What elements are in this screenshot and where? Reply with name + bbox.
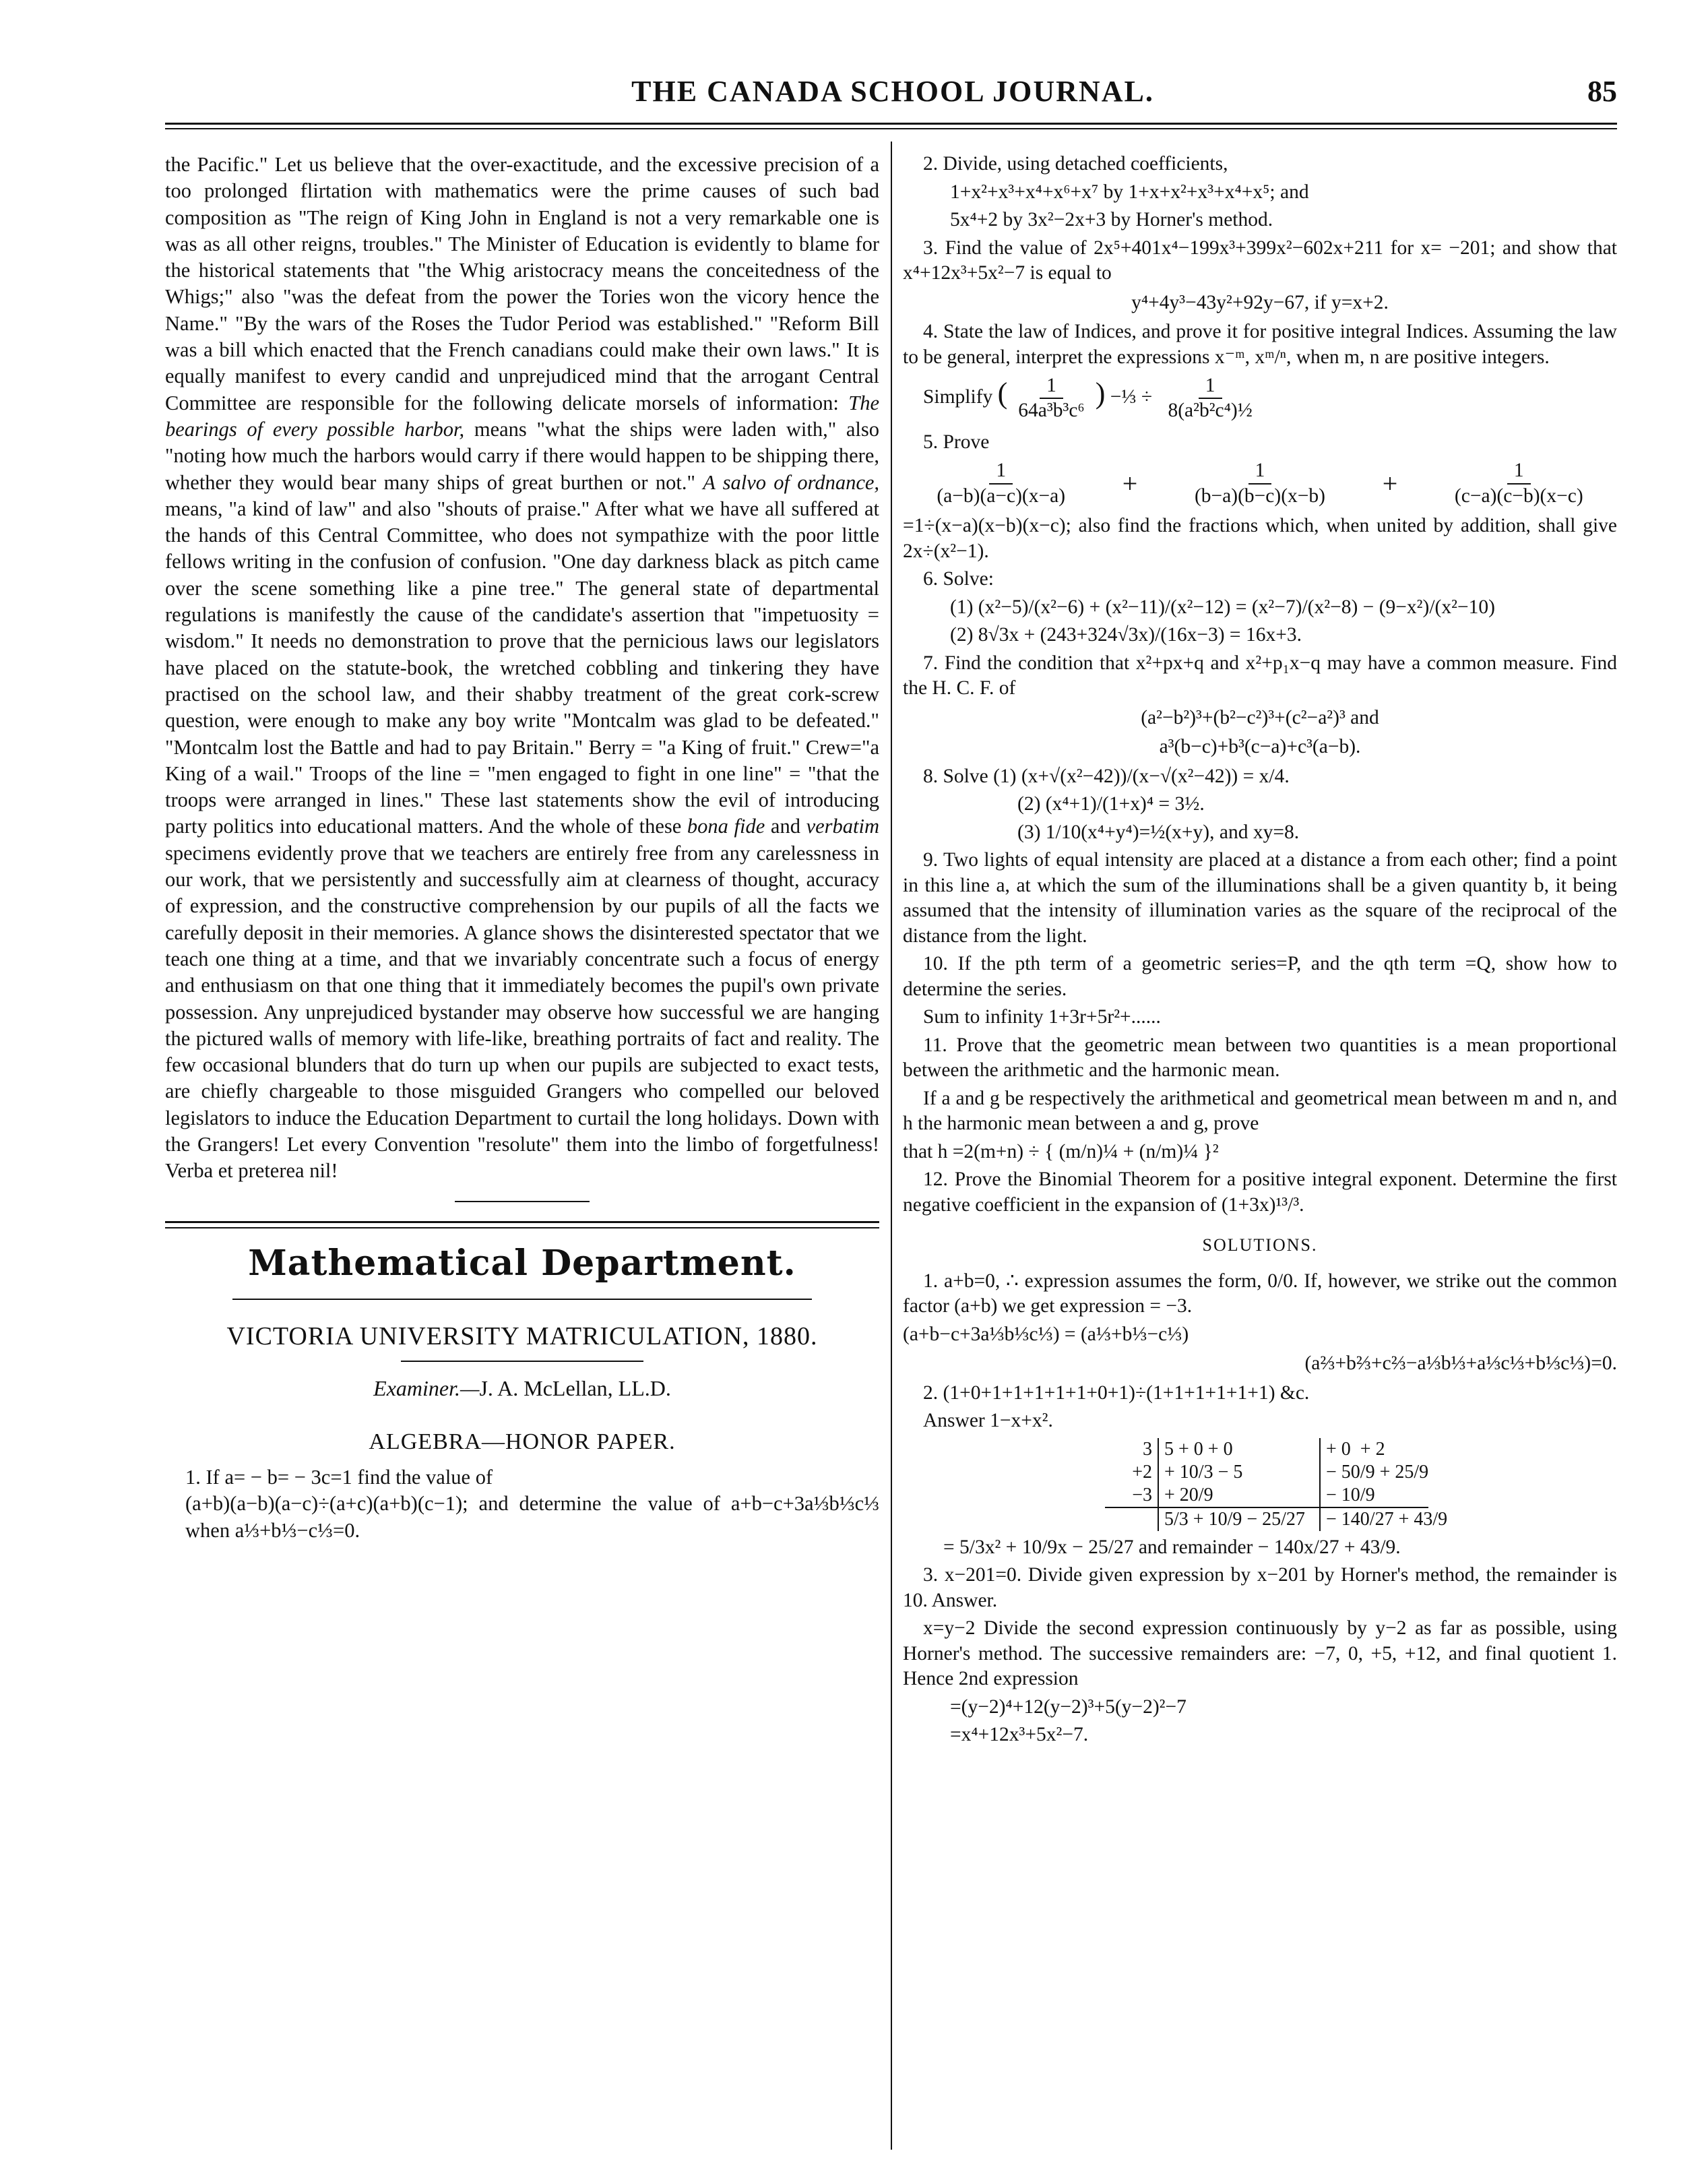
denominator: 64a³b³c⁶ bbox=[1018, 400, 1085, 422]
header-rule-thin bbox=[165, 128, 1617, 129]
solution-2-result: = 5/3x² + 10/9x − 25/27 and remainder − 140x/27 + 43/9. bbox=[943, 1536, 1401, 1558]
department-rule-thin bbox=[165, 1227, 879, 1228]
left-column bbox=[165, 152, 879, 1544]
question-6: 6. Solve: bbox=[923, 568, 994, 590]
paper-title: ALGEBRA—HONOR PAPER. bbox=[369, 1429, 676, 1454]
horner-cell: + 20/9 bbox=[1159, 1484, 1321, 1507]
question-3: 3. Find the value of 2x⁵+401x⁴−199x³+399x²−602x+211 for x= −201; and show that x⁴+12x³+5x²−7 is equal to bbox=[903, 237, 1617, 284]
italic-term: bona fide bbox=[687, 815, 765, 838]
question-2-expression: 1+x²+x³+x⁴+x⁶+x⁷ by 1+x+x²+x³+x⁴+x⁵; and bbox=[950, 181, 1309, 203]
question-7: 7. Find the condition that x²+px+q and x²+p₁x−q may have a common measure. Find the H. C. F. of bbox=[903, 652, 1617, 699]
article-paragraph bbox=[165, 152, 879, 1185]
horner-cell: +2 bbox=[1105, 1461, 1159, 1484]
horner-cell: − 50/9 + 25/9 bbox=[1326, 1461, 1429, 1483]
horner-cell: 5/3 + 10/9 − 25/27 bbox=[1159, 1507, 1321, 1531]
question-8-part-2: (2) (x⁴+1)/(1+x)⁴ = 3½. bbox=[1017, 793, 1205, 815]
numerator: 1 bbox=[1199, 374, 1222, 399]
horner-cell: −3 bbox=[1105, 1484, 1159, 1507]
journal-title: THE CANADA SCHOOL JOURNAL. bbox=[631, 75, 1154, 108]
question-8: 8. Solve (1) (x+√(x²−42))/(x−√(x²−42)) = x/4. bbox=[923, 765, 1290, 787]
solution-1-expression: (a⅔+b⅔+c⅔−a⅓b⅓+a⅓c⅓+b⅓c⅓)=0. bbox=[1304, 1352, 1617, 1375]
question-10: 10. If the pth term of a geometric series=P, and the qth term =Q, show how to determine the series. bbox=[903, 953, 1617, 1000]
header-rule bbox=[165, 123, 1617, 125]
denominator: (b−a)(b−c)(x−b) bbox=[1194, 485, 1326, 507]
solution-2: 2. (1+0+1+1+1+1+1+0+1)÷(1+1+1+1+1+1) &c. bbox=[923, 1381, 1310, 1404]
denominator: 8(a²b²c⁴)½ bbox=[1168, 400, 1253, 422]
plus-sign: + bbox=[1382, 468, 1398, 499]
question-8-part-3: (3) 1/10(x⁴+y⁴)=½(x+y), and xy=8. bbox=[1017, 821, 1300, 843]
question-text: (a+b)(a−b)(a−c)÷(a+c)(a+b)(c−1); and determine the value of a+b−c+3a⅓b⅓c⅓ when a⅓+b⅓−c⅓=0. bbox=[185, 1492, 879, 1542]
horner-cell: + 0 + 2 bbox=[1326, 1438, 1385, 1460]
numerator: 1 bbox=[1507, 459, 1531, 484]
column-divider bbox=[891, 142, 892, 2150]
department-rule bbox=[165, 1221, 879, 1223]
examiner-label: Examiner.— bbox=[373, 1375, 480, 1400]
paren-close: ) bbox=[1095, 377, 1106, 410]
simplify-label: Simplify bbox=[923, 386, 993, 408]
solution-3: 3. x−201=0. Divide given expression by x−201 by Horner's method, the remainder is 10. Answer. bbox=[903, 1564, 1617, 1611]
italic-term: A salvo of ordnance, bbox=[703, 470, 880, 494]
paragraph-text: means, "a kind of law" and also "shouts of praise." After what we have all suffered at the hands of this Central Committee, who does not sympathize with the poor little fellows writing in the confusion of confusion. "One day darkness black as pitch came over the scene something like a pine tree." The general state of departmental regulations is manifestly the cause of the candidate's assertion that "impetuosity = wisdom." It needs no demonstration to prove that the pernicious laws our legislators have placed on the statute-book, the wretched cobbling and tinkering they have practised on the school law, and their shabby treatment of the great cork-screw question, were enough to make any boy write "Montcalm was glad to be defeated." "Montcalm lost the Battle and had to pay Britain." Berry = "a King of fruit." Crew="a King of a wail." Troops of the line = "men engaged to fight in one line" = "that the troops were arranged in lines." These last statements show the evil of introducing party politics into educational matters. And the whole of these bbox=[165, 497, 879, 838]
question-5: 5. Prove bbox=[923, 431, 990, 453]
question-11-continued: If a and g be respectively the arithmetical and geometrical mean between m and n, and h the harmonic mean between a and g, prove bbox=[903, 1087, 1617, 1135]
question-7-expression: (a²−b²)³+(b²−c²)³+(c²−a²)³ and bbox=[1141, 706, 1379, 728]
question-10-sum: Sum to infinity 1+3r+5r²+...... bbox=[923, 1006, 1161, 1028]
plus-sign: + bbox=[1122, 468, 1138, 499]
exponent: −⅓ ÷ bbox=[1110, 386, 1153, 408]
italic-term: The bearings of every possible harbor, bbox=[165, 391, 879, 441]
question-5-fractions bbox=[903, 459, 1617, 508]
exam-rule bbox=[401, 1361, 643, 1362]
paren-open: ( bbox=[997, 377, 1008, 410]
fraction bbox=[1188, 459, 1332, 508]
horner-division-table bbox=[1105, 1438, 1617, 1531]
question-7-expression: a³(b−c)+b³(c−a)+c³(a−b). bbox=[1159, 736, 1361, 758]
page-number: 85 bbox=[1587, 75, 1617, 108]
question-4: 4. State the law of Indices, and prove it for positive integral Indices. Assuming the law to be general, interpret the expressions x⁻ᵐ, xᵐ/ⁿ, when m, n are positive integers. bbox=[903, 321, 1617, 368]
paragraph-text: and bbox=[770, 815, 800, 838]
department-title: Mathematical Department. bbox=[248, 1242, 796, 1284]
examiner-name: J. A. McLellan, LL.D. bbox=[479, 1375, 671, 1400]
question-1 bbox=[165, 1464, 879, 1491]
question-2: 2. Divide, using detached coefficients, bbox=[923, 153, 1228, 175]
horner-cell: 3 bbox=[1105, 1438, 1159, 1461]
department-title-rule bbox=[232, 1299, 812, 1300]
horner-cell: 5 + 0 + 0 bbox=[1159, 1438, 1321, 1461]
question-6-part-2: (2) 8√3x + (243+324√3x)/(16x−3) = 16x+3. bbox=[950, 624, 1302, 646]
paragraph-text: the Pacific." Let us believe that the over-exactitude, and the excessive precision of a too prolonged flirtation with mathematics were the prime causes of such bad composition as "The reign of King John in England is not a very remarkable one is was as all other reigns, troubles." The Minister of Education is evidently to blame for the historical statements that "the Whig aristocracy means the conceitedness of the Whigs;" also "was the defeat from the power the Tories won the vicory hence the Name." "By the wars of the Roses the Tudor Period was established." "Reform Bill was a bill which enacted that the French canadians could make their own laws." It is equally manifest to every candid and unprejudiced mind that the arrogant Central Committee are responsible for the following delicate morsels of information: bbox=[165, 153, 879, 414]
solution-3-continued: x=y−2 Divide the second expression continuously by y−2 as far as possible, using Horner's method. The successive remainders are: −7, 0, +5, +12, and final quotient 1. Hence 2nd expression bbox=[903, 1617, 1617, 1690]
examiner-line bbox=[165, 1375, 879, 1402]
denominator: (c−a)(c−b)(x−c) bbox=[1454, 485, 1583, 507]
solution-3-expression: =x⁴+12x³+5x²−7. bbox=[950, 1724, 1089, 1746]
fraction bbox=[1161, 374, 1259, 423]
solutions-title: SOLUTIONS. bbox=[1202, 1235, 1318, 1255]
horner-cell: − 140/27 + 43/9 bbox=[1321, 1507, 1428, 1531]
paragraph-text: means "what the ships were laden with," also "noting how much the harbors would carry if there would happen to be shipping there, whether they would bear many ships of great burthen or not." bbox=[165, 417, 880, 494]
fraction bbox=[1011, 374, 1091, 423]
question-4-simplify bbox=[903, 374, 1617, 423]
section-separator bbox=[455, 1201, 590, 1202]
question-3-expression: y⁴+4y³−43y²+92y−67, if y=x+2. bbox=[1131, 291, 1389, 313]
solution-1-expression: (a+b−c+3a⅓b⅓c⅓) = (a⅓+b⅓−c⅓) bbox=[903, 1323, 1189, 1345]
paragraph-text: specimens evidently prove that we teachers are entirely free from any carelessness in our work, that we persistently and successfully aim at clearness of thought, accuracy of expression, and the constructive comprehension by our pupils of all the facts we carefully deposit in their memories. A glance shows the disinterested spectator that we teach one thing at a time, and that we invariably concentrate such a focus of energy and enthusiasm on that one thing that it immediately becomes the pupil's own private possession. Any unprejudiced bystander may observe how successful we are hanging the pictured walls of memory with life-like, breathing portraits of fact and reality. The few occasional blunders that do turn up when our pupils are subjected to exact tests, are chiefly chargeable to those misguided Grangers who compelled our beloved legislators to induce the Education Department to curtail the long holidays. Down with the Grangers! Let every Convention "resolute" them into the limbo of forgetfulness! Verba et preterea nil! bbox=[165, 841, 879, 1183]
italic-term: verbatim bbox=[806, 815, 880, 838]
question-11-expression: that h =2(m+n) ÷ { (m/n)¼ + (n/m)¼ }² bbox=[903, 1140, 1219, 1162]
question-6-part-1: (1) (x²−5)/(x²−6) + (x²−11)/(x²−12) = (x²−7)/(x²−8) − (9−x²)/(x²−10) bbox=[950, 596, 1495, 618]
solution-1: 1. a+b=0, ∴ expression assumes the form, 0/0. If, however, we strike out the common factor (a+b) we get expression = −3. bbox=[903, 1270, 1617, 1317]
horner-cell bbox=[1105, 1507, 1159, 1531]
solution-3-expression: =(y−2)⁴+12(y−2)³+5(y−2)²−7 bbox=[950, 1695, 1187, 1718]
solution-2-answer: Answer 1−x+x². bbox=[923, 1410, 1053, 1432]
question-11: 11. Prove that the geometric mean between two quantities is a mean proportional between the arithmetic and the harmonic mean. bbox=[903, 1034, 1617, 1082]
horner-cell: + 10/3 − 5 bbox=[1159, 1461, 1321, 1484]
fraction bbox=[930, 459, 1072, 508]
running-head bbox=[168, 67, 1617, 121]
question-1-continued bbox=[165, 1491, 879, 1544]
question-2-expression: 5x⁴+2 by 3x²−2x+3 by Horner's method. bbox=[950, 209, 1273, 230]
numerator: 1 bbox=[989, 459, 1013, 484]
horner-cell: − 10/9 bbox=[1326, 1484, 1375, 1505]
numerator: 1 bbox=[1040, 374, 1063, 399]
question-5-continued: =1÷(x−a)(x−b)(x−c); also find the fractions which, when united by addition, shall give 2x÷(x²−1). bbox=[903, 515, 1617, 562]
right-column bbox=[903, 152, 1617, 1751]
exam-title: VICTORIA UNIVERSITY MATRICULATION, 1880. bbox=[226, 1321, 818, 1350]
question-9: 9. Two lights of equal intensity are placed at a distance a from each other; find a point in this line a, at which the sum of the illuminations shall be a given quantity b, it being assumed that the intensity of illumination varies as the square of the reciprocal of the distance from the light. bbox=[903, 849, 1617, 947]
question-12: 12. Prove the Binomial Theorem for a positive integral exponent. Determine the first negative coefficient in the expansion of (1+3x)¹³/³. bbox=[903, 1169, 1617, 1216]
denominator: (a−b)(a−c)(x−a) bbox=[937, 485, 1066, 507]
fraction bbox=[1448, 459, 1590, 508]
numerator: 1 bbox=[1248, 459, 1272, 484]
question-text: 1. If a= − b= − 3c=1 find the value of bbox=[185, 1466, 493, 1489]
